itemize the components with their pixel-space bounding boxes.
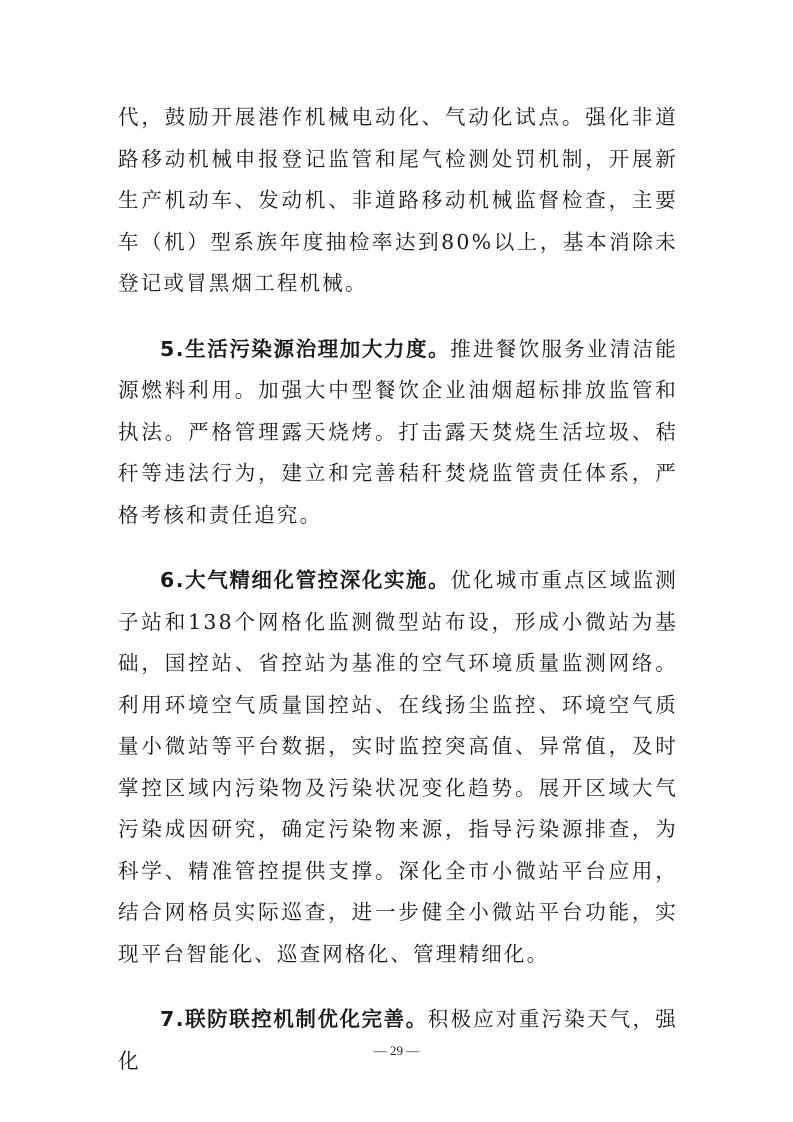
paragraph-2-heading: 5.生活污染源治理加大力度。	[160, 336, 451, 361]
paragraph-3	[118, 560, 678, 975]
paragraph-3-text: 优化城市重点区域监测子站和138个网格化监测微型站布设，形成小微站为基础，国控站、省控站为基准的空气环境质量监测网络。利用环境空气质量国控站、在线扬尘监控、环境空气质量小微站等平台数据，实时监控突高值、异常值，及时掌控区域内污染物及污染状况变化趋势。展开区域大气污染成因研究，确定污染物来源，指导污染源排查，为科学、精准管控提供支撑。深化全市小微站平台应用，结合网格员实际巡查，进一步健全小微站平台功能，实现平台智能化、巡查网格化、管理精细化。	[118, 568, 678, 966]
paragraph-1	[118, 97, 678, 305]
paragraph-4	[118, 999, 678, 1082]
paragraph-2-text: 推进餐饮服务业清洁能源燃料利用。加强大中型餐饮企业油烟超标排放监管和执法。严格管理露天烧烤。打击露天焚烧生活垃圾、秸秆等违法行为，建立和完善秸秆焚烧监管责任体系，严格考核和责任追究。	[118, 336, 678, 527]
paragraph-4-text: 积极应对重污染天气，强化	[118, 1007, 678, 1073]
paragraph-2	[118, 329, 678, 537]
page-number: — 29 —	[373, 1043, 420, 1058]
paragraph-4-heading: 7.联防联控机制优化完善。	[160, 1007, 428, 1031]
paragraph-3-heading: 6.大气精细化管控深化实施。	[160, 568, 451, 592]
document-body	[118, 97, 678, 1106]
paragraph-1-text: 代，鼓励开展港作机械电动化、气动化试点。强化非道路移动机械申报登记监管和尾气检测处罚机制，开展新生产机动车、发动机、非道路移动机械监督检查，主要车（机）型系族年度抽检率达到80%以上，基本消除未登记或冒黑烟工程机械。	[118, 105, 678, 295]
